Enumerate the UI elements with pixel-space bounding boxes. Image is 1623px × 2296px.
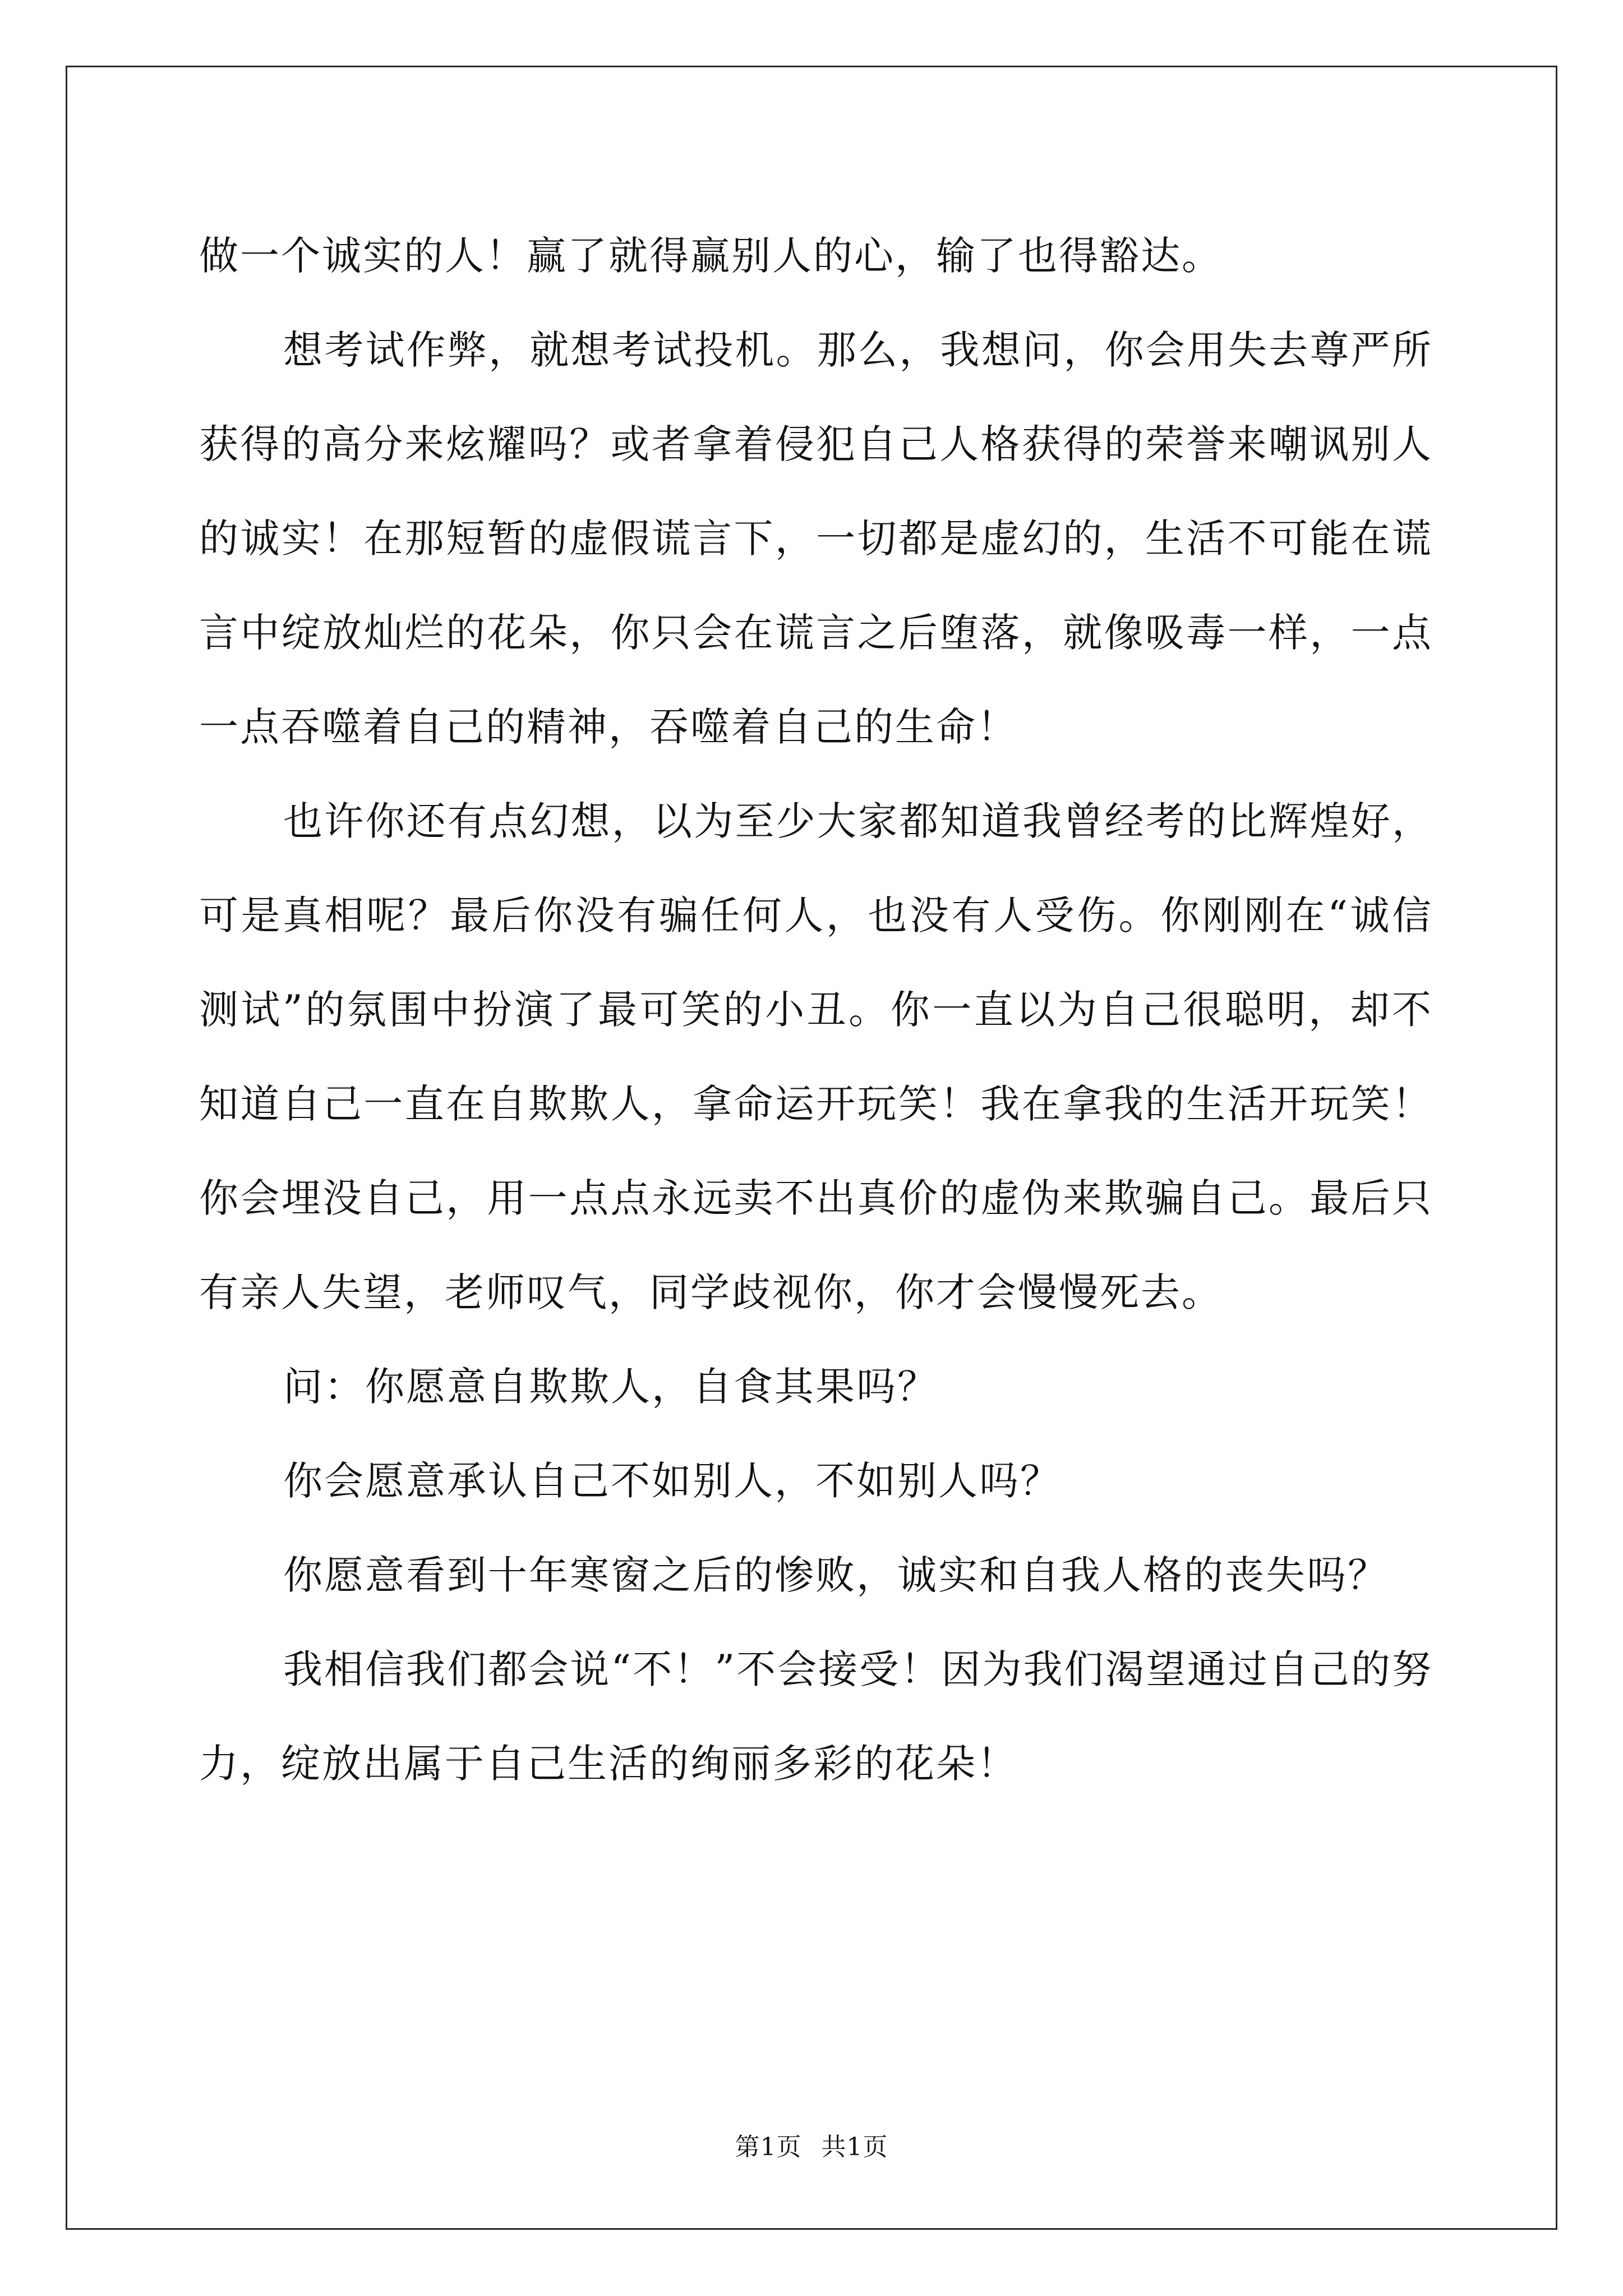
page-number: 第1页 xyxy=(735,2133,802,2161)
document-body xyxy=(199,209,1433,1811)
paragraph-5: 你会愿意承认自己不如别人，不如别人吗？ xyxy=(283,1458,1061,1504)
paragraph-3: 也许你还有点幻想，以为至少大家都知道我曾经考的比辉煌好，可是真相呢？最后你没有骗任何人，也没有人受伤。你刚刚在“诚信测试”的氛围中扮演了最可笑的小丑。你一直以为自己很聪明，却不知道自己一直在自欺欺人，拿命运开玩笑！我在拿我的生活开玩笑！你会埋没自己，用一点点永远卖不出真价的虚伪来欺骗自己。最后只有亲人失望，老师叹气，同学歧视你，你才会慢慢死去。 xyxy=(199,798,1433,1315)
paragraph-7: 我相信我们都会说“不！”不会接受！因为我们渴望通过自己的努力，绽放出属于自己生活的绚丽多彩的花朵！ xyxy=(199,1646,1433,1787)
paragraph-4: 问：你愿意自欺欺人，自食其果吗？ xyxy=(283,1364,938,1410)
paragraph-6: 你愿意看到十年寒窗之后的惨败，诚实和自我人格的丧失吗？ xyxy=(283,1552,1389,1598)
paragraph-2: 想考试作弊，就想考试投机。那么，我想问，你会用失去尊严所获得的高分来炫耀吗？或者拿着侵犯自己人格获得的荣誉来嘲讽别人的诚实！在那短暂的虚假谎言下，一切都是虚幻的，生活不可能在谎言中绽放灿烂的花朵，你只会在谎言之后堕落，就像吸毒一样，一点一点吞噬着自己的精神，吞噬着自己的生命！ xyxy=(199,327,1433,750)
page-total: 共1页 xyxy=(821,2133,888,2161)
page-footer xyxy=(0,2131,1623,2164)
paragraph-1: 做一个诚实的人！赢了就得赢别人的心，输了也得豁达。 xyxy=(199,233,1223,279)
